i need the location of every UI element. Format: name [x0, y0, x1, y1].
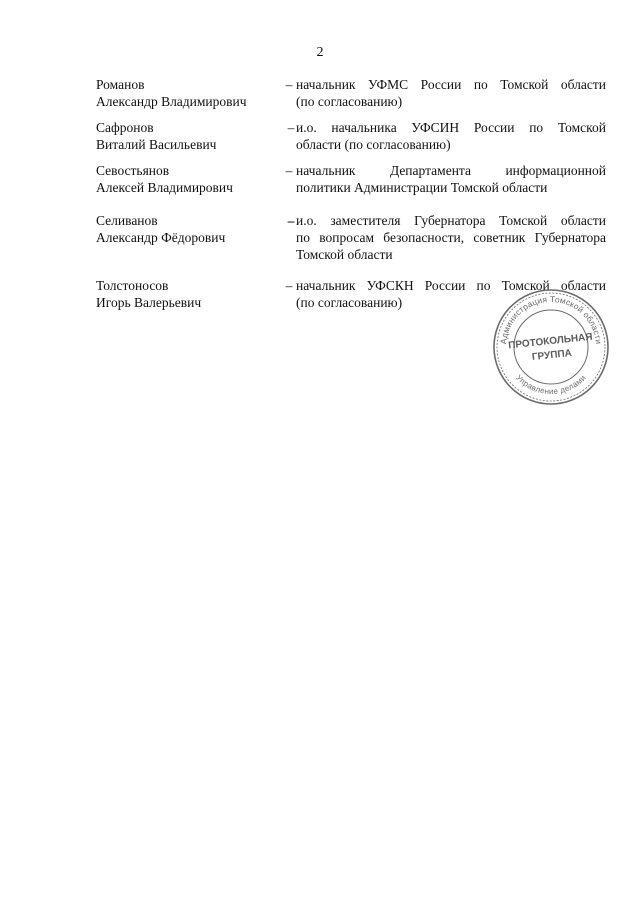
member-position: [296, 212, 606, 263]
member-surname: Романов: [96, 77, 145, 92]
member-name: [96, 119, 276, 153]
position-line: начальник Департамента информационной: [296, 163, 606, 178]
member-position: [296, 76, 606, 110]
position-line: Томской области: [296, 247, 393, 262]
position-line: области (по согласованию): [296, 137, 451, 152]
stamp-bottom-text: Управление делами: [514, 373, 588, 397]
member-position: [296, 119, 606, 153]
member-dash: –: [287, 120, 295, 135]
position-line: (по согласованию): [296, 295, 403, 310]
member-name: [96, 76, 276, 110]
stamp-center-line: ПРОТОКОЛЬНАЯ: [507, 331, 594, 352]
stamp-center-line: ГРУППА: [531, 347, 573, 364]
member-name: [96, 212, 276, 246]
position-line: и.о. начальника УФСИН России по Томской: [296, 120, 606, 135]
member-given-names: Виталий Васильевич: [96, 137, 217, 152]
page-number: 2: [316, 45, 324, 60]
member-dash: –: [285, 77, 293, 92]
member-given-names: Алексей Владимирович: [96, 180, 233, 195]
svg-text:Управление делами: [514, 373, 588, 396]
stamp-outer-text: Администрация Томской области: [498, 293, 604, 345]
members-list: [96, 76, 606, 317]
member-row: [96, 119, 606, 159]
member-dash: –: [285, 278, 293, 293]
position-line: начальник УФСКН России по Томской области: [296, 278, 606, 293]
member-dash: –: [287, 213, 295, 228]
position-line: и.о. заместителя Губернатора Томской области: [296, 213, 606, 228]
member-position: [296, 162, 606, 196]
position-line: начальник УФМС России по Томской области: [296, 77, 606, 92]
official-stamp: [490, 286, 612, 408]
member-row: [96, 212, 606, 269]
position-line: (по согласованию): [296, 94, 403, 109]
member-given-names: Александр Владимирович: [96, 94, 247, 109]
member-dash: –: [285, 163, 293, 178]
member-given-names: Александр Фёдорович: [96, 230, 226, 245]
member-surname: Селиванов: [96, 213, 158, 228]
member-surname: Толстоносов: [96, 278, 169, 293]
member-given-names: Игорь Валерьевич: [96, 295, 202, 310]
position-line: по вопросам безопасности, советник Губернатора: [296, 230, 606, 245]
member-row: [96, 162, 606, 202]
member-surname: Севостьянов: [96, 163, 170, 178]
position-line: политики Администрации Томской области: [296, 180, 548, 195]
member-name: [96, 277, 276, 311]
stamp-seal-icon: [490, 286, 612, 408]
member-surname: Сафронов: [96, 120, 154, 135]
member-name: [96, 162, 276, 196]
member-row: [96, 76, 606, 116]
